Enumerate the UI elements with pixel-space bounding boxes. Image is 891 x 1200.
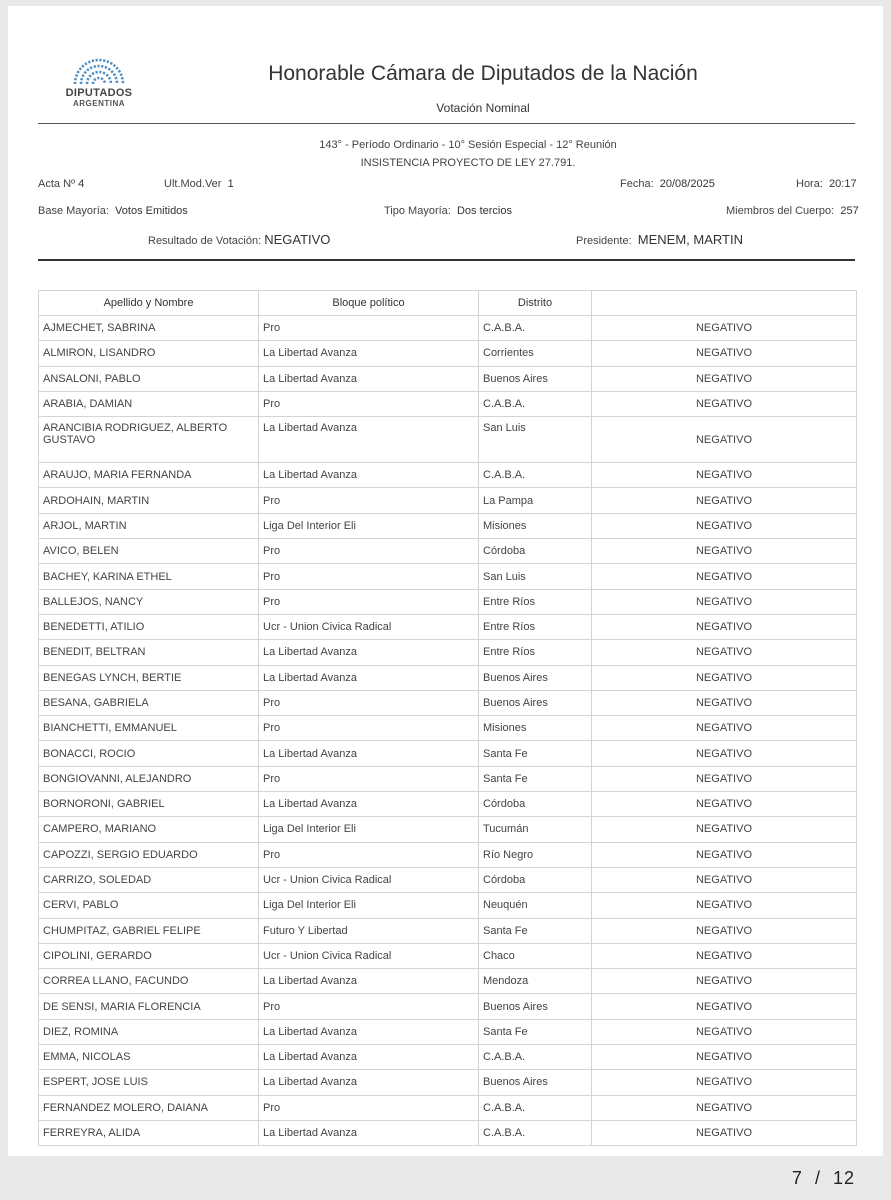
table-row	[39, 341, 857, 366]
cell-bloque: La Libertad Avanza	[259, 1045, 479, 1070]
cell-bloque: La Libertad Avanza	[259, 1070, 479, 1095]
cell-voto: NEGATIVO	[592, 690, 857, 715]
cell-voto: NEGATIVO	[592, 513, 857, 538]
base-mayoria-field	[38, 205, 188, 217]
cell-name: CHUMPITAZ, GABRIEL FELIPE	[39, 918, 259, 943]
cell-name: ARABIA, DAMIAN	[39, 391, 259, 416]
table-row	[39, 1095, 857, 1120]
table-row	[39, 1019, 857, 1044]
table-row	[39, 842, 857, 867]
column-header-voto	[592, 291, 857, 316]
cell-voto: NEGATIVO	[592, 539, 857, 564]
table-row	[39, 766, 857, 791]
cell-distrito: Santa Fe	[479, 741, 592, 766]
cell-bloque: Pro	[259, 690, 479, 715]
cell-voto: NEGATIVO	[592, 994, 857, 1019]
hora-value: 20:17	[829, 178, 857, 190]
cell-distrito: Córdoba	[479, 792, 592, 817]
column-header-distrito: Distrito	[479, 291, 592, 316]
cell-voto: NEGATIVO	[592, 893, 857, 918]
cell-bloque: La Libertad Avanza	[259, 665, 479, 690]
cell-voto: NEGATIVO	[592, 969, 857, 994]
table-row	[39, 539, 857, 564]
cell-voto: NEGATIVO	[592, 1070, 857, 1095]
hora-field	[796, 178, 857, 190]
table-header-row	[39, 291, 857, 316]
cell-voto: NEGATIVO	[592, 716, 857, 741]
page-number	[792, 1168, 855, 1189]
cell-name: DE SENSI, MARIA FLORENCIA	[39, 994, 259, 1019]
table-row	[39, 969, 857, 994]
cell-bloque: La Libertad Avanza	[259, 1120, 479, 1145]
cell-distrito: C.A.B.A.	[479, 391, 592, 416]
table-row	[39, 994, 857, 1019]
cell-name: BENEDETTI, ATILIO	[39, 614, 259, 639]
cell-distrito: Buenos Aires	[479, 994, 592, 1019]
cell-distrito: Mendoza	[479, 969, 592, 994]
cell-voto: NEGATIVO	[592, 614, 857, 639]
logo-country: ARGENTINA	[72, 99, 126, 108]
cell-distrito: C.A.B.A.	[479, 316, 592, 341]
table-row	[39, 564, 857, 589]
cell-voto: NEGATIVO	[592, 1019, 857, 1044]
presidente-field	[576, 232, 743, 247]
cell-name: AVICO, BELEN	[39, 539, 259, 564]
page-title: Honorable Cámara de Diputados de la Nación	[268, 62, 698, 85]
cell-voto: NEGATIVO	[592, 943, 857, 968]
cell-bloque: La Libertad Avanza	[259, 417, 479, 463]
cell-name: AJMECHET, SABRINA	[39, 316, 259, 341]
logo-name: DIPUTADOS	[65, 87, 133, 99]
cell-distrito: Entre Ríos	[479, 614, 592, 639]
cell-bloque: La Libertad Avanza	[259, 640, 479, 665]
cell-bloque: Pro	[259, 391, 479, 416]
fecha-label: Fecha:	[620, 178, 654, 190]
cell-voto: NEGATIVO	[592, 366, 857, 391]
cell-voto: NEGATIVO	[592, 766, 857, 791]
cell-bloque: Ucr - Union Civica Radical	[259, 943, 479, 968]
cell-bloque: Liga Del Interior Eli	[259, 513, 479, 538]
table-row	[39, 488, 857, 513]
cell-bloque: La Libertad Avanza	[259, 1019, 479, 1044]
cell-distrito: Tucumán	[479, 817, 592, 842]
table-row	[39, 665, 857, 690]
cell-name: BESANA, GABRIELA	[39, 690, 259, 715]
cell-voto: NEGATIVO	[592, 918, 857, 943]
tipo-mayoria-value: Dos tercios	[456, 205, 512, 217]
cell-name: BONGIOVANNI, ALEJANDRO	[39, 766, 259, 791]
cell-bloque: Liga Del Interior Eli	[259, 893, 479, 918]
cell-voto: NEGATIVO	[592, 341, 857, 366]
table-row	[39, 817, 857, 842]
table-row	[39, 893, 857, 918]
cell-voto: NEGATIVO	[592, 391, 857, 416]
cell-voto: NEGATIVO	[592, 640, 857, 665]
table-row	[39, 716, 857, 741]
cell-distrito: Buenos Aires	[479, 1070, 592, 1095]
cell-voto: NEGATIVO	[592, 792, 857, 817]
cell-name: CIPOLINI, GERARDO	[39, 943, 259, 968]
cell-voto: NEGATIVO	[592, 1045, 857, 1070]
cell-bloque: Pro	[259, 488, 479, 513]
cell-voto: NEGATIVO	[592, 589, 857, 614]
cell-voto: NEGATIVO	[592, 564, 857, 589]
cell-name: BENEGAS LYNCH, BERTIE	[39, 665, 259, 690]
cell-distrito: La Pampa	[479, 488, 592, 513]
acta-label: Acta Nº	[38, 178, 76, 190]
page-total: 12	[832, 1168, 855, 1188]
cell-name: BIANCHETTI, EMMANUEL	[39, 716, 259, 741]
table-row	[39, 463, 857, 488]
header-divider	[38, 123, 855, 124]
cell-name: CORREA LLANO, FACUNDO	[39, 969, 259, 994]
cell-voto: NEGATIVO	[592, 463, 857, 488]
base-mayoria-label: Base Mayoría:	[38, 205, 109, 217]
resultado-label: Resultado de Votación:	[148, 235, 262, 247]
table-row	[39, 867, 857, 892]
cell-name: BALLEJOS, NANCY	[39, 589, 259, 614]
fecha-value: 20/08/2025	[659, 178, 715, 190]
cell-distrito: Río Negro	[479, 842, 592, 867]
cell-bloque: Pro	[259, 316, 479, 341]
cell-distrito: Santa Fe	[479, 1019, 592, 1044]
cell-name: ARAUJO, MARIA FERNANDA	[39, 463, 259, 488]
meta-divider	[38, 259, 855, 261]
cell-distrito: C.A.B.A.	[479, 1045, 592, 1070]
table-row	[39, 589, 857, 614]
cell-name: ARJOL, MARTIN	[39, 513, 259, 538]
session-info: 143° - Período Ordinario - 10° Sesión Especial - 12° Reunión	[319, 139, 617, 151]
cell-distrito: Santa Fe	[479, 766, 592, 791]
table-row	[39, 316, 857, 341]
cell-distrito: Córdoba	[479, 539, 592, 564]
votes-table-body	[39, 316, 857, 1146]
cell-voto: NEGATIVO	[592, 665, 857, 690]
cell-name: BONACCI, ROCIO	[39, 741, 259, 766]
cell-bloque: Futuro Y Libertad	[259, 918, 479, 943]
table-row	[39, 943, 857, 968]
cell-distrito: Buenos Aires	[479, 665, 592, 690]
chamber-seats-icon	[69, 54, 129, 86]
cell-distrito: Chaco	[479, 943, 592, 968]
law-title: INSISTENCIA PROYECTO DE LEY 27.791.	[360, 157, 576, 169]
chamber-logo	[58, 54, 140, 108]
cell-distrito: Corrientes	[479, 341, 592, 366]
table-row	[39, 690, 857, 715]
cell-distrito: San Luis	[479, 564, 592, 589]
cell-name: EMMA, NICOLAS	[39, 1045, 259, 1070]
table-row	[39, 918, 857, 943]
cell-bloque: Pro	[259, 564, 479, 589]
table-row	[39, 513, 857, 538]
hora-label: Hora:	[796, 178, 823, 190]
cell-name: ANSALONI, PABLO	[39, 366, 259, 391]
cell-bloque: La Libertad Avanza	[259, 792, 479, 817]
cell-voto: NEGATIVO	[592, 817, 857, 842]
ultmod-field	[164, 178, 234, 190]
table-row	[39, 1045, 857, 1070]
cell-name: ARDOHAIN, MARTIN	[39, 488, 259, 513]
cell-name: ALMIRON, LISANDRO	[39, 341, 259, 366]
cell-distrito: Entre Ríos	[479, 589, 592, 614]
miembros-field	[726, 205, 859, 217]
table-row	[39, 614, 857, 639]
cell-bloque: Pro	[259, 1095, 479, 1120]
cell-bloque: Liga Del Interior Eli	[259, 817, 479, 842]
miembros-label: Miembros del Cuerpo:	[726, 205, 835, 217]
cell-voto: NEGATIVO	[592, 741, 857, 766]
cell-distrito: Córdoba	[479, 867, 592, 892]
cell-bloque: Pro	[259, 994, 479, 1019]
votes-table	[38, 290, 857, 1146]
tipo-mayoria-label: Tipo Mayoría:	[384, 205, 451, 217]
cell-voto: NEGATIVO	[592, 842, 857, 867]
cell-bloque: Pro	[259, 539, 479, 564]
cell-name: BORNORONI, GABRIEL	[39, 792, 259, 817]
table-row	[39, 1120, 857, 1145]
cell-name: CARRIZO, SOLEDAD	[39, 867, 259, 892]
cell-voto: NEGATIVO	[592, 488, 857, 513]
cell-name: FERNANDEZ MOLERO, DAIANA	[39, 1095, 259, 1120]
miembros-value: 257	[840, 205, 859, 217]
cell-distrito: Entre Ríos	[479, 640, 592, 665]
cell-distrito: Buenos Aires	[479, 690, 592, 715]
cell-name: DIEZ, ROMINA	[39, 1019, 259, 1044]
cell-bloque: Ucr - Union Civica Radical	[259, 614, 479, 639]
cell-name: CERVI, PABLO	[39, 893, 259, 918]
column-header-bloque: Bloque político	[259, 291, 479, 316]
cell-distrito: Santa Fe	[479, 918, 592, 943]
table-row	[39, 741, 857, 766]
cell-distrito: San Luis	[479, 417, 592, 463]
cell-bloque: La Libertad Avanza	[259, 341, 479, 366]
table-row	[39, 1070, 857, 1095]
fecha-field	[620, 178, 715, 190]
table-row	[39, 792, 857, 817]
table-row	[39, 640, 857, 665]
table-row	[39, 391, 857, 416]
cell-distrito: Neuquén	[479, 893, 592, 918]
cell-distrito: C.A.B.A.	[479, 1120, 592, 1145]
cell-name: CAMPERO, MARIANO	[39, 817, 259, 842]
cell-voto: NEGATIVO	[592, 867, 857, 892]
cell-bloque: Pro	[259, 589, 479, 614]
resultado-value: NEGATIVO	[264, 232, 331, 247]
cell-voto: NEGATIVO	[592, 1095, 857, 1120]
cell-distrito: C.A.B.A.	[479, 1095, 592, 1120]
document-page	[8, 6, 883, 1156]
cell-bloque: Ucr - Union Civica Radical	[259, 867, 479, 892]
ultmod-label: Ult.Mod.Ver	[164, 178, 222, 190]
page-current: 7	[791, 1168, 803, 1188]
cell-bloque: La Libertad Avanza	[259, 969, 479, 994]
cell-distrito: Misiones	[479, 716, 592, 741]
cell-distrito: Misiones	[479, 513, 592, 538]
cell-name: FERREYRA, ALIDA	[39, 1120, 259, 1145]
base-mayoria-value: Votos Emitidos	[115, 205, 188, 217]
acta-value: 4	[78, 178, 85, 190]
cell-bloque: La Libertad Avanza	[259, 366, 479, 391]
page-subtitle: Votación Nominal	[436, 101, 530, 115]
cell-name: ESPERT, JOSE LUIS	[39, 1070, 259, 1095]
table-row	[39, 366, 857, 391]
presidente-value: MENEM, MARTIN	[637, 232, 743, 247]
cell-distrito: C.A.B.A.	[479, 463, 592, 488]
cell-bloque: Pro	[259, 716, 479, 741]
cell-name: ARANCIBIA RODRIGUEZ, ALBERTO GUSTAVO	[39, 417, 259, 463]
cell-name: BENEDIT, BELTRAN	[39, 640, 259, 665]
acta-field	[38, 178, 84, 190]
cell-bloque: La Libertad Avanza	[259, 741, 479, 766]
ultmod-value: 1	[227, 178, 234, 190]
cell-bloque: Pro	[259, 766, 479, 791]
table-row	[39, 417, 857, 463]
cell-voto: NEGATIVO	[592, 316, 857, 341]
presidente-label: Presidente:	[576, 235, 632, 247]
cell-name: CAPOZZI, SERGIO EDUARDO	[39, 842, 259, 867]
cell-bloque: Pro	[259, 842, 479, 867]
page-separator: /	[814, 1168, 821, 1188]
column-header-name: Apellido y Nombre	[39, 291, 259, 316]
cell-bloque: La Libertad Avanza	[259, 463, 479, 488]
resultado-field	[148, 232, 330, 247]
cell-voto: NEGATIVO	[592, 417, 857, 463]
tipo-mayoria-field	[384, 205, 512, 217]
cell-distrito: Buenos Aires	[479, 366, 592, 391]
cell-voto: NEGATIVO	[592, 1120, 857, 1145]
cell-name: BACHEY, KARINA ETHEL	[39, 564, 259, 589]
